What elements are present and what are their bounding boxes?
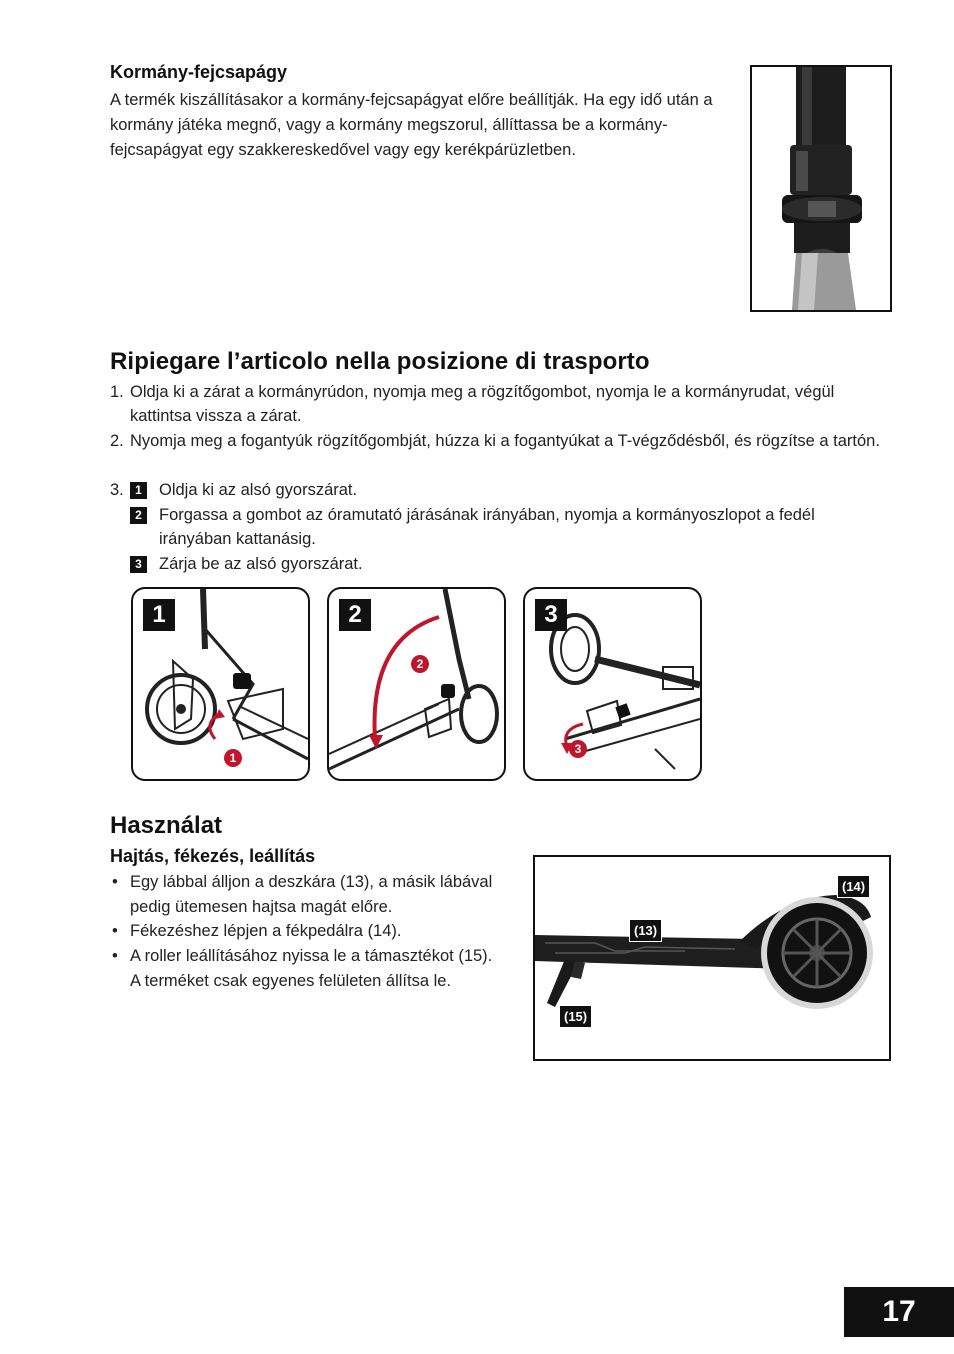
substep-badge: 3 bbox=[130, 556, 147, 573]
bullet-dot: • bbox=[112, 873, 118, 891]
section-title-usage: Használat bbox=[110, 812, 223, 839]
step-text: Oldja ki a zárat a kormányrúdon, nyomja meg a rögzítőgombot, nyomja le a kormányrudat, végül kattintsa vissza a zárat. bbox=[130, 383, 835, 425]
fold-substep bbox=[130, 478, 875, 502]
usage-bullet bbox=[112, 919, 497, 944]
step-marker-2: 2 bbox=[411, 655, 429, 673]
fold-illustration-panel-2 bbox=[327, 587, 506, 781]
bullet-dot: • bbox=[112, 947, 118, 965]
substep-text: Oldja ki az alsó gyorszárat. bbox=[159, 481, 358, 499]
section-title-fold: Ripiegare l’articolo nella posizione di trasporto bbox=[110, 348, 650, 375]
callout-brake-pedal: (14) bbox=[837, 875, 870, 898]
callout-kickstand: (15) bbox=[559, 1005, 592, 1028]
panel-number-badge: 1 bbox=[143, 599, 175, 631]
panel-number-badge: 3 bbox=[535, 599, 567, 631]
step-marker-1: 1 bbox=[224, 749, 242, 767]
step-number: 3. bbox=[110, 481, 124, 499]
substep-text: Zárja be az alsó gyorszárat. bbox=[159, 555, 363, 573]
step-number: 2. bbox=[110, 432, 124, 450]
section-title-headset: Kormány-fejcsapágy bbox=[110, 62, 288, 82]
headset-paragraph: A termék kiszállításakor a kormány-fejcsapágyat előre beállítják. Ha egy idő után a kormány játéka megnő, vagy a kormány megszorul, állíttassa be a kormány-fejcsapágyat egy szakkereskedővel vagy egy kerékpárüzletben. bbox=[110, 91, 713, 159]
fold-substep bbox=[130, 552, 875, 576]
panel-number-badge: 2 bbox=[339, 599, 371, 631]
fold-step bbox=[110, 429, 880, 453]
usage-bullet bbox=[112, 944, 497, 994]
fold-step bbox=[110, 380, 880, 428]
callout-deck: (13) bbox=[629, 919, 662, 942]
bullet-dot: • bbox=[112, 922, 118, 940]
usage-bullet bbox=[112, 870, 497, 920]
bullet-text: Fékezéshez lépjen a fékpedálra (14). bbox=[130, 922, 402, 940]
substep-badge: 1 bbox=[130, 482, 147, 499]
step-number: 1. bbox=[110, 383, 124, 401]
scooter-deck-photo bbox=[533, 855, 891, 1061]
section-subtitle-riding: Hajtás, fékezés, leállítás bbox=[110, 846, 316, 866]
fold-substep bbox=[130, 503, 875, 551]
page-number: 17 bbox=[844, 1287, 954, 1337]
substep-text: Forgassa a gombot az óramutató járásának irányában, nyomja a kormányoszlopot a fedél irányában kattanásig. bbox=[159, 506, 815, 548]
substep-badge: 2 bbox=[130, 507, 147, 524]
fold-illustration-panel-3 bbox=[523, 587, 702, 781]
bullet-text: Egy lábbal álljon a deszkára (13), a másik lábával pedig ütemesen hajtsa magát előre. bbox=[130, 873, 493, 916]
step-marker-3: 3 bbox=[569, 740, 587, 758]
fold-illustration-panel-1 bbox=[131, 587, 310, 781]
step-text: Nyomja meg a fogantyúk rögzítőgombját, húzza ki a fogantyúkat a T-végződésből, és rögzítse a tartón. bbox=[130, 432, 880, 450]
bullet-text: A roller leállításához nyissa le a támasztékot (15). A terméket csak egyenes felületen állítsa le. bbox=[130, 947, 493, 990]
headset-bearing-photo bbox=[750, 65, 892, 312]
